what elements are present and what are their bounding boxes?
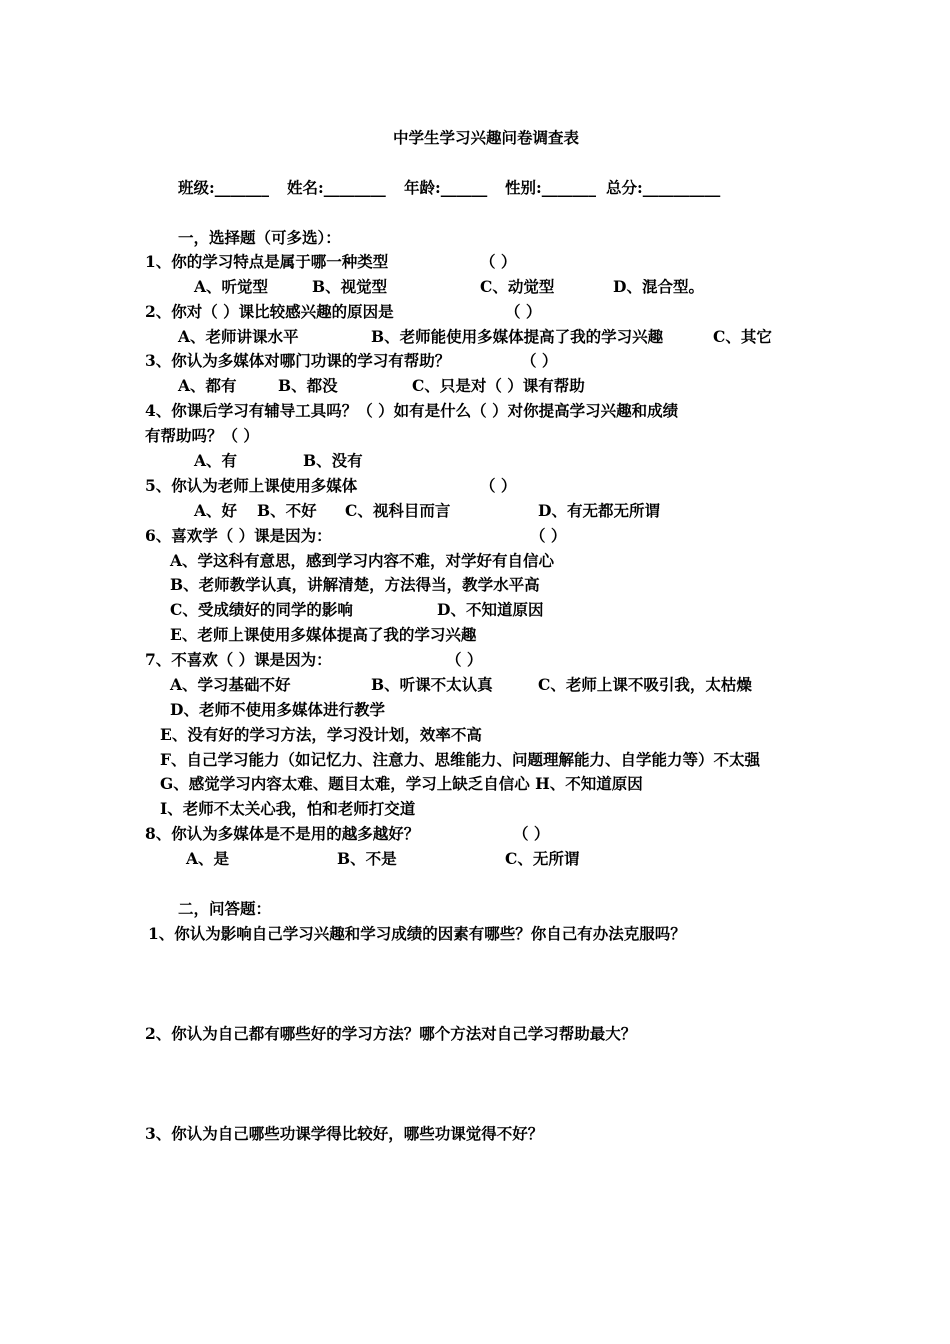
q7-option-b: B、听课不太认真 xyxy=(371,675,493,694)
page-title: 中学生学习兴趣问卷调查表 xyxy=(393,128,580,147)
q5-stem: 5、你认为老师上课使用多媒体 xyxy=(145,476,358,495)
q4-option-b: B、没有 xyxy=(303,451,363,470)
q3-option-a: A、都有 xyxy=(178,376,237,395)
section2-heading: 二，问答题： xyxy=(178,899,272,918)
q7-option-i: I、老师不太关心我，怕和老师打交道 xyxy=(160,799,416,818)
q8-option-b: B、不是 xyxy=(337,849,397,868)
q6-stem: 6、喜欢学（ ）课是因为： xyxy=(145,526,332,545)
q5-option-b: B、不好 xyxy=(257,501,317,520)
q5-option-c: C、视科目而言 xyxy=(345,501,451,520)
q4-option-a: A、有 xyxy=(194,451,238,470)
q6-option-c: C、受成绩好的同学的影响 xyxy=(170,600,353,619)
q1-stem: 1、你的学习特点是属于哪一种类型 xyxy=(145,252,389,271)
section1-heading: 一，选择题（可多选）： xyxy=(178,228,341,247)
q7-stem: 7、不喜欢（ ）课是因为： xyxy=(145,650,332,669)
q2-option-c: C、其它 xyxy=(713,327,772,346)
name-field: 姓名:________ xyxy=(287,178,386,197)
gender-field: 性别:_______ xyxy=(505,178,596,197)
q1-option-c: C、动觉型 xyxy=(480,277,555,296)
q7-blank: （ ） xyxy=(446,650,483,669)
essay-question-2: 2、你认为自己都有哪些好的学习方法？哪个方法对自己学习帮助最大？ xyxy=(145,1024,637,1043)
q1-option-a: A、听觉型 xyxy=(194,277,269,296)
q7-option-f: F、自己学习能力（如记忆力、注意力、思维能力、问题理解能力、自学能力等）不太强 xyxy=(160,750,761,769)
age-field: 年龄:______ xyxy=(404,178,488,197)
q3-stem: 3、你认为多媒体对哪门功课的学习有帮助？ xyxy=(145,351,451,370)
q2-blank: （ ） xyxy=(505,302,542,321)
q3-blank: （ ） xyxy=(521,351,558,370)
q6-option-a: A、学这科有意思，感到学习内容不难，对学好有自信心 xyxy=(170,551,555,570)
score-field: 总分:__________ xyxy=(606,178,721,197)
class-field: 班级:_______ xyxy=(178,178,269,197)
q8-option-c: C、无所谓 xyxy=(505,849,580,868)
q5-option-a: A、好 xyxy=(194,501,238,520)
q8-blank: （ ） xyxy=(513,824,550,843)
q4-line1: 4、你课后学习有辅导工具吗？（ ）如有是什么（ ）对你提高学习兴趣和成绩 xyxy=(145,401,679,420)
q4-line2: 有帮助吗？（ ） xyxy=(145,426,259,445)
q6-blank: （ ） xyxy=(530,526,567,545)
q5-option-d: D、有无都无所谓 xyxy=(538,501,660,520)
q8-stem: 8、你认为多媒体是不是用的越多越好？ xyxy=(145,824,420,843)
q7-option-d: D、老师不使用多媒体进行教学 xyxy=(170,700,385,719)
q6-option-b: B、老师教学认真，讲解清楚，方法得当，教学水平高 xyxy=(170,575,540,594)
q2-stem: 2、你对（ ）课比较感兴趣的原因是 xyxy=(145,302,394,321)
q1-option-b: B、视觉型 xyxy=(312,277,388,296)
essay-question-1: 1、你认为影响自己学习兴趣和学习成绩的因素有哪些？你自己有办法克服吗？ xyxy=(148,924,686,943)
q6-option-e: E、老师上课使用多媒体提高了我的学习兴趣 xyxy=(170,625,477,644)
q7-option-a: A、学习基础不好 xyxy=(170,675,291,694)
q5-blank: （ ） xyxy=(480,476,517,495)
q1-option-d: D、混合型。 xyxy=(613,277,704,296)
q7-option-g: G、感觉学习内容太难、题目太难，学习上缺乏自信心 H、不知道原因 xyxy=(160,774,643,793)
q7-option-c: C、老师上课不吸引我，太枯燥 xyxy=(538,675,752,694)
essay-question-3: 3、你认为自己哪些功课学得比较好，哪些功课觉得不好？ xyxy=(145,1124,544,1143)
q3-option-c: C、只是对（ ）课有帮助 xyxy=(412,376,585,395)
q2-option-b: B、老师能使用多媒体提高了我的学习兴趣 xyxy=(371,327,664,346)
q1-blank: （ ） xyxy=(480,252,517,271)
q7-option-e: E、没有好的学习方法，学习没计划，效率不高 xyxy=(160,725,482,744)
q6-option-d: D、不知道原因 xyxy=(437,600,544,619)
q8-option-a: A、是 xyxy=(186,849,230,868)
q3-option-b: B、都没 xyxy=(278,376,338,395)
q2-option-a: A、老师讲课水平 xyxy=(178,327,299,346)
